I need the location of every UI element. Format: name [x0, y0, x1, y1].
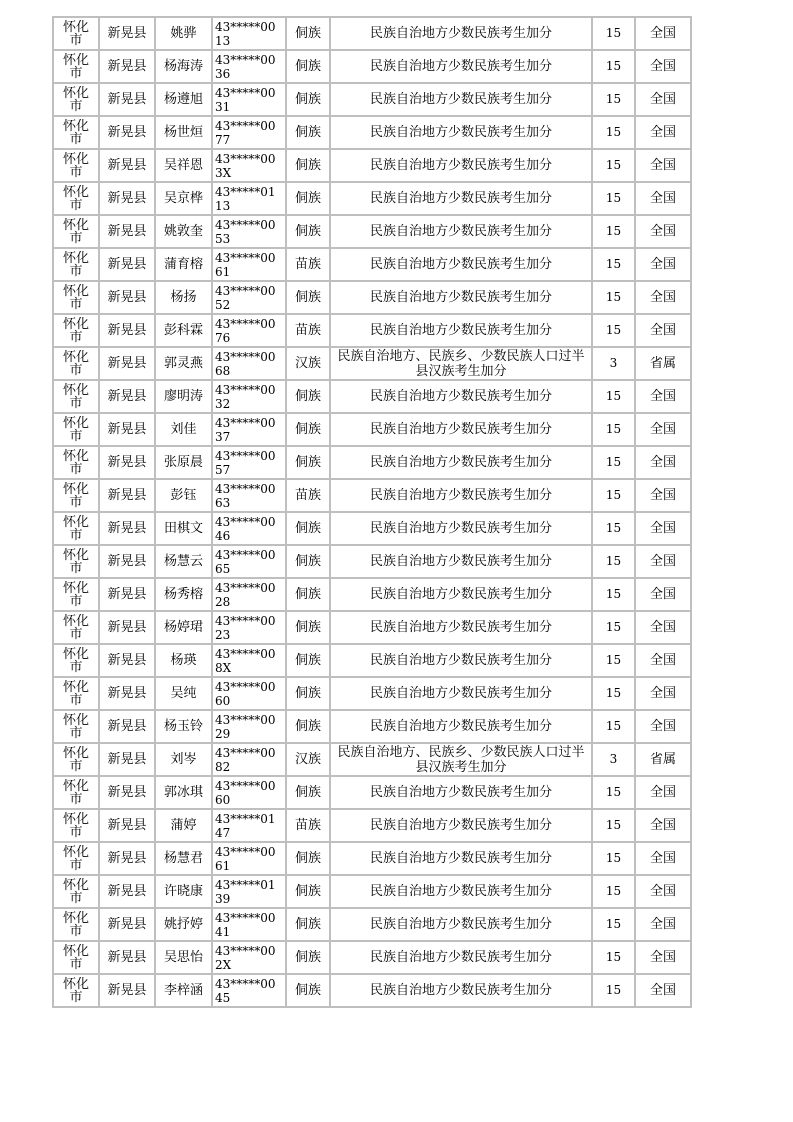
student-name-cell: 吴思怡	[155, 941, 212, 974]
table-body	[53, 17, 691, 1007]
id-number-cell: 43*****0065	[212, 545, 286, 578]
id-number-cell: 43*****0063	[212, 479, 286, 512]
scope-cell: 全国	[635, 479, 691, 512]
id-number-cell: 43*****0061	[212, 842, 286, 875]
student-name-cell: 杨扬	[155, 281, 212, 314]
ethnicity-cell: 侗族	[286, 116, 330, 149]
bonus-item-cell: 民族自治地方少数民族考生加分	[330, 875, 592, 908]
bonus-score-cell: 15	[592, 776, 635, 809]
id-number-cell: 43*****0147	[212, 809, 286, 842]
id-number-cell: 43*****0013	[212, 17, 286, 50]
bonus-points-table-page	[52, 16, 690, 1008]
student-name-cell: 杨玉铃	[155, 710, 212, 743]
county-cell: 新晃县	[99, 83, 155, 116]
bonus-score-cell: 15	[592, 545, 635, 578]
id-number-cell: 43*****0053	[212, 215, 286, 248]
ethnicity-cell: 侗族	[286, 974, 330, 1007]
bonus-item-cell: 民族自治地方、民族乡、少数民族人口过半县汉族考生加分	[330, 743, 592, 776]
scope-cell: 省属	[635, 347, 691, 380]
table-row	[53, 182, 691, 215]
bonus-item-cell: 民族自治地方少数民族考生加分	[330, 941, 592, 974]
bonus-item-cell: 民族自治地方少数民族考生加分	[330, 908, 592, 941]
city-cell: 怀化市	[53, 149, 99, 182]
ethnicity-cell: 侗族	[286, 17, 330, 50]
ethnicity-cell: 苗族	[286, 248, 330, 281]
scope-cell: 全国	[635, 545, 691, 578]
table-row	[53, 545, 691, 578]
student-name-cell: 刘岑	[155, 743, 212, 776]
bonus-item-cell: 民族自治地方少数民族考生加分	[330, 545, 592, 578]
id-number-cell: 43*****0028	[212, 578, 286, 611]
bonus-item-cell: 民族自治地方少数民族考生加分	[330, 809, 592, 842]
bonus-score-cell: 15	[592, 215, 635, 248]
id-number-cell: 43*****0032	[212, 380, 286, 413]
ethnicity-cell: 汉族	[286, 743, 330, 776]
ethnicity-cell: 侗族	[286, 875, 330, 908]
ethnicity-cell: 苗族	[286, 314, 330, 347]
student-name-cell: 吴祥恩	[155, 149, 212, 182]
city-cell: 怀化市	[53, 710, 99, 743]
ethnicity-cell: 苗族	[286, 809, 330, 842]
scope-cell: 全国	[635, 776, 691, 809]
scope-cell: 全国	[635, 413, 691, 446]
ethnicity-cell: 侗族	[286, 710, 330, 743]
table-row	[53, 578, 691, 611]
bonus-item-cell: 民族自治地方少数民族考生加分	[330, 710, 592, 743]
table-row	[53, 908, 691, 941]
table-row	[53, 50, 691, 83]
student-name-cell: 杨慧君	[155, 842, 212, 875]
bonus-score-cell: 3	[592, 347, 635, 380]
id-number-cell: 43*****0036	[212, 50, 286, 83]
county-cell: 新晃县	[99, 17, 155, 50]
city-cell: 怀化市	[53, 941, 99, 974]
student-name-cell: 郭冰琪	[155, 776, 212, 809]
city-cell: 怀化市	[53, 182, 99, 215]
bonus-score-cell: 15	[592, 314, 635, 347]
city-cell: 怀化市	[53, 842, 99, 875]
table-row	[53, 743, 691, 776]
table-row	[53, 809, 691, 842]
bonus-item-cell: 民族自治地方少数民族考生加分	[330, 116, 592, 149]
ethnicity-cell: 侗族	[286, 611, 330, 644]
table-row	[53, 941, 691, 974]
city-cell: 怀化市	[53, 281, 99, 314]
city-cell: 怀化市	[53, 677, 99, 710]
county-cell: 新晃县	[99, 941, 155, 974]
student-name-cell: 杨婷珺	[155, 611, 212, 644]
scope-cell: 全国	[635, 809, 691, 842]
county-cell: 新晃县	[99, 314, 155, 347]
scope-cell: 全国	[635, 611, 691, 644]
table-row	[53, 776, 691, 809]
table-row	[53, 512, 691, 545]
county-cell: 新晃县	[99, 248, 155, 281]
city-cell: 怀化市	[53, 347, 99, 380]
city-cell: 怀化市	[53, 17, 99, 50]
id-number-cell: 43*****0076	[212, 314, 286, 347]
table-row	[53, 446, 691, 479]
city-cell: 怀化市	[53, 875, 99, 908]
bonus-item-cell: 民族自治地方少数民族考生加分	[330, 248, 592, 281]
bonus-score-cell: 15	[592, 710, 635, 743]
ethnicity-cell: 侗族	[286, 149, 330, 182]
id-number-cell: 43*****0077	[212, 116, 286, 149]
bonus-item-cell: 民族自治地方少数民族考生加分	[330, 83, 592, 116]
county-cell: 新晃县	[99, 644, 155, 677]
bonus-score-cell: 15	[592, 182, 635, 215]
student-name-cell: 吴京桦	[155, 182, 212, 215]
bonus-score-cell: 15	[592, 248, 635, 281]
scope-cell: 全国	[635, 215, 691, 248]
bonus-score-cell: 15	[592, 413, 635, 446]
bonus-score-cell: 15	[592, 50, 635, 83]
bonus-score-cell: 15	[592, 479, 635, 512]
county-cell: 新晃县	[99, 677, 155, 710]
bonus-score-cell: 15	[592, 116, 635, 149]
scope-cell: 全国	[635, 149, 691, 182]
table-row	[53, 281, 691, 314]
county-cell: 新晃县	[99, 479, 155, 512]
table-row	[53, 413, 691, 446]
student-name-cell: 杨世烜	[155, 116, 212, 149]
ethnicity-cell: 侗族	[286, 644, 330, 677]
bonus-item-cell: 民族自治地方少数民族考生加分	[330, 446, 592, 479]
id-number-cell: 43*****0061	[212, 248, 286, 281]
bonus-item-cell: 民族自治地方少数民族考生加分	[330, 380, 592, 413]
county-cell: 新晃县	[99, 776, 155, 809]
county-cell: 新晃县	[99, 710, 155, 743]
ethnicity-cell: 侗族	[286, 941, 330, 974]
table-row	[53, 380, 691, 413]
county-cell: 新晃县	[99, 578, 155, 611]
city-cell: 怀化市	[53, 743, 99, 776]
scope-cell: 全国	[635, 710, 691, 743]
bonus-points-table	[52, 16, 692, 1008]
bonus-item-cell: 民族自治地方少数民族考生加分	[330, 149, 592, 182]
city-cell: 怀化市	[53, 908, 99, 941]
city-cell: 怀化市	[53, 314, 99, 347]
ethnicity-cell: 侗族	[286, 578, 330, 611]
bonus-item-cell: 民族自治地方少数民族考生加分	[330, 413, 592, 446]
city-cell: 怀化市	[53, 545, 99, 578]
table-row	[53, 17, 691, 50]
city-cell: 怀化市	[53, 215, 99, 248]
county-cell: 新晃县	[99, 875, 155, 908]
bonus-item-cell: 民族自治地方少数民族考生加分	[330, 314, 592, 347]
student-name-cell: 彭科霖	[155, 314, 212, 347]
id-number-cell: 43*****002X	[212, 941, 286, 974]
bonus-score-cell: 15	[592, 644, 635, 677]
bonus-item-cell: 民族自治地方少数民族考生加分	[330, 182, 592, 215]
city-cell: 怀化市	[53, 380, 99, 413]
scope-cell: 全国	[635, 446, 691, 479]
student-name-cell: 杨秀榕	[155, 578, 212, 611]
table-row	[53, 644, 691, 677]
scope-cell: 全国	[635, 314, 691, 347]
id-number-cell: 43*****008X	[212, 644, 286, 677]
id-number-cell: 43*****0041	[212, 908, 286, 941]
scope-cell: 全国	[635, 512, 691, 545]
scope-cell: 全国	[635, 17, 691, 50]
student-name-cell: 李梓涵	[155, 974, 212, 1007]
ethnicity-cell: 侗族	[286, 842, 330, 875]
bonus-item-cell: 民族自治地方少数民族考生加分	[330, 776, 592, 809]
scope-cell: 全国	[635, 842, 691, 875]
table-row	[53, 116, 691, 149]
bonus-item-cell: 民族自治地方少数民族考生加分	[330, 512, 592, 545]
id-number-cell: 43*****0082	[212, 743, 286, 776]
city-cell: 怀化市	[53, 446, 99, 479]
county-cell: 新晃县	[99, 149, 155, 182]
scope-cell: 全国	[635, 380, 691, 413]
id-number-cell: 43*****0060	[212, 677, 286, 710]
scope-cell: 全国	[635, 83, 691, 116]
ethnicity-cell: 侗族	[286, 50, 330, 83]
city-cell: 怀化市	[53, 248, 99, 281]
bonus-score-cell: 15	[592, 842, 635, 875]
county-cell: 新晃县	[99, 743, 155, 776]
student-name-cell: 姚抒婷	[155, 908, 212, 941]
bonus-score-cell: 15	[592, 908, 635, 941]
city-cell: 怀化市	[53, 479, 99, 512]
county-cell: 新晃县	[99, 446, 155, 479]
table-row	[53, 611, 691, 644]
county-cell: 新晃县	[99, 974, 155, 1007]
bonus-item-cell: 民族自治地方少数民族考生加分	[330, 644, 592, 677]
table-row	[53, 875, 691, 908]
scope-cell: 省属	[635, 743, 691, 776]
bonus-score-cell: 15	[592, 578, 635, 611]
bonus-score-cell: 15	[592, 875, 635, 908]
city-cell: 怀化市	[53, 611, 99, 644]
scope-cell: 全国	[635, 908, 691, 941]
scope-cell: 全国	[635, 875, 691, 908]
student-name-cell: 田棋文	[155, 512, 212, 545]
table-row	[53, 677, 691, 710]
scope-cell: 全国	[635, 50, 691, 83]
county-cell: 新晃县	[99, 281, 155, 314]
id-number-cell: 43*****0046	[212, 512, 286, 545]
ethnicity-cell: 汉族	[286, 347, 330, 380]
ethnicity-cell: 侗族	[286, 446, 330, 479]
bonus-item-cell: 民族自治地方少数民族考生加分	[330, 281, 592, 314]
ethnicity-cell: 侗族	[286, 776, 330, 809]
table-row	[53, 149, 691, 182]
student-name-cell: 杨瑛	[155, 644, 212, 677]
bonus-score-cell: 15	[592, 974, 635, 1007]
student-name-cell: 蒲育榕	[155, 248, 212, 281]
bonus-score-cell: 15	[592, 281, 635, 314]
id-number-cell: 43*****0029	[212, 710, 286, 743]
bonus-score-cell: 15	[592, 83, 635, 116]
id-number-cell: 43*****0057	[212, 446, 286, 479]
city-cell: 怀化市	[53, 809, 99, 842]
county-cell: 新晃县	[99, 512, 155, 545]
county-cell: 新晃县	[99, 116, 155, 149]
city-cell: 怀化市	[53, 413, 99, 446]
table-row	[53, 314, 691, 347]
student-name-cell: 许晓康	[155, 875, 212, 908]
student-name-cell: 杨慧云	[155, 545, 212, 578]
student-name-cell: 吴纯	[155, 677, 212, 710]
city-cell: 怀化市	[53, 512, 99, 545]
scope-cell: 全国	[635, 182, 691, 215]
bonus-item-cell: 民族自治地方少数民族考生加分	[330, 677, 592, 710]
ethnicity-cell: 侗族	[286, 83, 330, 116]
table-row	[53, 479, 691, 512]
id-number-cell: 43*****0068	[212, 347, 286, 380]
county-cell: 新晃县	[99, 413, 155, 446]
bonus-score-cell: 15	[592, 446, 635, 479]
bonus-score-cell: 15	[592, 677, 635, 710]
scope-cell: 全国	[635, 644, 691, 677]
bonus-item-cell: 民族自治地方少数民族考生加分	[330, 842, 592, 875]
county-cell: 新晃县	[99, 545, 155, 578]
id-number-cell: 43*****0023	[212, 611, 286, 644]
bonus-item-cell: 民族自治地方少数民族考生加分	[330, 974, 592, 1007]
student-name-cell: 蒲婷	[155, 809, 212, 842]
bonus-item-cell: 民族自治地方少数民族考生加分	[330, 17, 592, 50]
bonus-score-cell: 15	[592, 611, 635, 644]
ethnicity-cell: 侗族	[286, 380, 330, 413]
id-number-cell: 43*****0031	[212, 83, 286, 116]
bonus-score-cell: 15	[592, 941, 635, 974]
bonus-item-cell: 民族自治地方少数民族考生加分	[330, 611, 592, 644]
ethnicity-cell: 侗族	[286, 215, 330, 248]
ethnicity-cell: 侗族	[286, 281, 330, 314]
id-number-cell: 43*****0060	[212, 776, 286, 809]
scope-cell: 全国	[635, 974, 691, 1007]
student-name-cell: 杨遵旭	[155, 83, 212, 116]
id-number-cell: 43*****0045	[212, 974, 286, 1007]
id-number-cell: 43*****0139	[212, 875, 286, 908]
scope-cell: 全国	[635, 116, 691, 149]
county-cell: 新晃县	[99, 50, 155, 83]
student-name-cell: 刘佳	[155, 413, 212, 446]
table-row	[53, 248, 691, 281]
city-cell: 怀化市	[53, 83, 99, 116]
id-number-cell: 43*****003X	[212, 149, 286, 182]
id-number-cell: 43*****0113	[212, 182, 286, 215]
student-name-cell: 张原晨	[155, 446, 212, 479]
county-cell: 新晃县	[99, 842, 155, 875]
ethnicity-cell: 侗族	[286, 413, 330, 446]
ethnicity-cell: 苗族	[286, 479, 330, 512]
bonus-score-cell: 15	[592, 17, 635, 50]
city-cell: 怀化市	[53, 644, 99, 677]
student-name-cell: 姚敦奎	[155, 215, 212, 248]
county-cell: 新晃县	[99, 347, 155, 380]
scope-cell: 全国	[635, 677, 691, 710]
table-row	[53, 347, 691, 380]
city-cell: 怀化市	[53, 776, 99, 809]
student-name-cell: 姚骅	[155, 17, 212, 50]
bonus-item-cell: 民族自治地方少数民族考生加分	[330, 578, 592, 611]
city-cell: 怀化市	[53, 578, 99, 611]
table-row	[53, 842, 691, 875]
county-cell: 新晃县	[99, 908, 155, 941]
ethnicity-cell: 侗族	[286, 677, 330, 710]
bonus-score-cell: 15	[592, 380, 635, 413]
table-row	[53, 710, 691, 743]
id-number-cell: 43*****0037	[212, 413, 286, 446]
city-cell: 怀化市	[53, 974, 99, 1007]
ethnicity-cell: 侗族	[286, 512, 330, 545]
county-cell: 新晃县	[99, 215, 155, 248]
county-cell: 新晃县	[99, 809, 155, 842]
student-name-cell: 郭灵燕	[155, 347, 212, 380]
scope-cell: 全国	[635, 941, 691, 974]
id-number-cell: 43*****0052	[212, 281, 286, 314]
scope-cell: 全国	[635, 578, 691, 611]
table-row	[53, 83, 691, 116]
bonus-item-cell: 民族自治地方少数民族考生加分	[330, 215, 592, 248]
bonus-item-cell: 民族自治地方少数民族考生加分	[330, 479, 592, 512]
city-cell: 怀化市	[53, 116, 99, 149]
bonus-score-cell: 15	[592, 149, 635, 182]
student-name-cell: 杨海涛	[155, 50, 212, 83]
ethnicity-cell: 侗族	[286, 182, 330, 215]
ethnicity-cell: 侗族	[286, 908, 330, 941]
city-cell: 怀化市	[53, 50, 99, 83]
bonus-score-cell: 15	[592, 512, 635, 545]
scope-cell: 全国	[635, 248, 691, 281]
county-cell: 新晃县	[99, 182, 155, 215]
bonus-score-cell: 15	[592, 809, 635, 842]
bonus-score-cell: 3	[592, 743, 635, 776]
bonus-item-cell: 民族自治地方、民族乡、少数民族人口过半县汉族考生加分	[330, 347, 592, 380]
ethnicity-cell: 侗族	[286, 545, 330, 578]
county-cell: 新晃县	[99, 611, 155, 644]
bonus-item-cell: 民族自治地方少数民族考生加分	[330, 50, 592, 83]
scope-cell: 全国	[635, 281, 691, 314]
table-row	[53, 215, 691, 248]
county-cell: 新晃县	[99, 380, 155, 413]
student-name-cell: 廖明涛	[155, 380, 212, 413]
table-row	[53, 974, 691, 1007]
student-name-cell: 彭钰	[155, 479, 212, 512]
